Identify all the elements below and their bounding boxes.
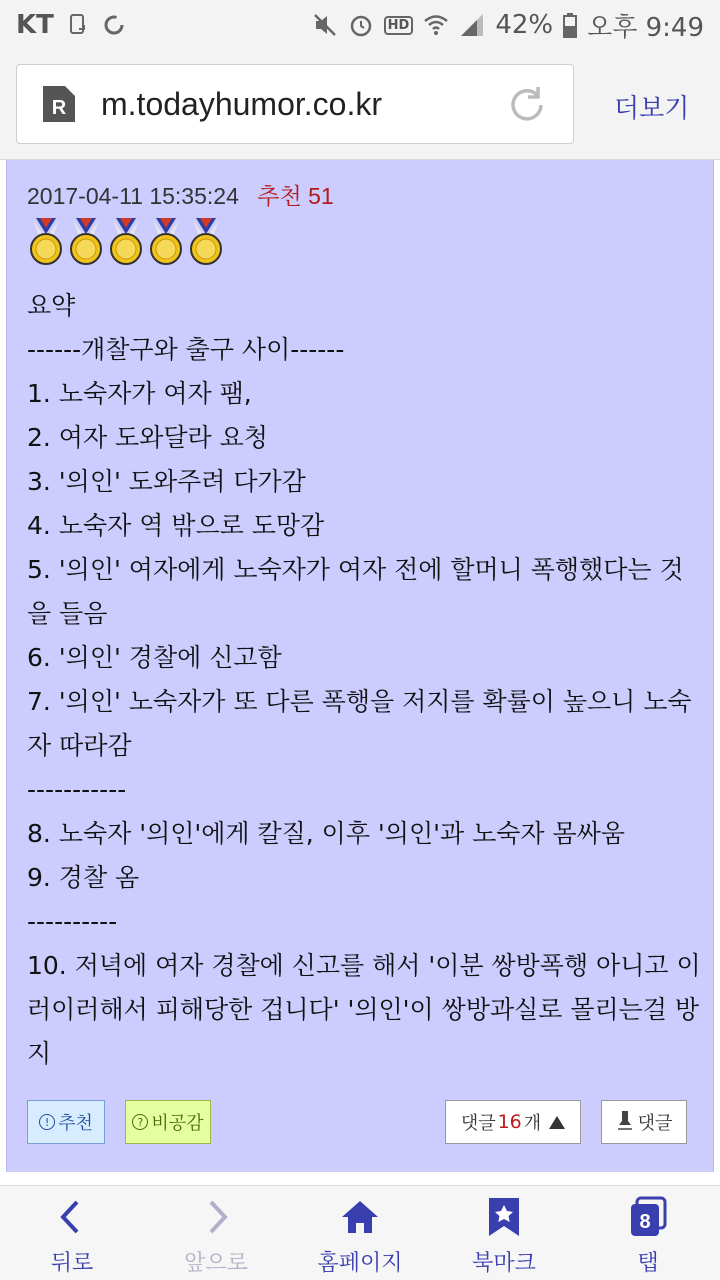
nav-bookmark-label: 북마크 [472,1251,536,1276]
recommend-button[interactable] [27,1100,105,1144]
medal-icon [67,218,105,270]
post-line: ---------- [27,907,118,936]
home-icon [339,1196,381,1238]
battery-icon [563,12,577,38]
recommend-count: 추천 51 [257,183,334,209]
forward-chevron-icon [195,1196,237,1238]
tabs-icon [627,1196,669,1238]
post-line: 10. 저녁에 여자 경찰에 신고를 해서 '이분 쌍방폭행 아니고 이러이러해서 피해당한 겁니다' '의인'이 쌍방과실로 몰리는걸 방지 [27,951,701,1068]
bottom-navigation [0,1185,720,1280]
post-line: 6. '의인' 경찰에 신고함 [27,643,282,672]
post-body [27,284,707,1076]
write-comment-button[interactable] [601,1100,687,1144]
medal-row [27,218,225,270]
post-line: 9. 경찰 옴 [27,863,140,892]
post-line: 7. '의인' 노숙자가 또 다른 폭행을 저지를 확률이 높으니 노숙자 따라감 [27,687,692,760]
comments-count: 16 [497,1111,522,1133]
reload-icon[interactable] [505,83,549,127]
unrecommend-button[interactable] [125,1100,211,1144]
recommend-button-label: 추천 [58,1113,93,1134]
nav-tabs-button[interactable] [576,1186,720,1280]
nav-tabs-label: 탭 [637,1251,659,1276]
comments-toggle-button[interactable] [445,1100,581,1144]
carrier-label: KT [16,10,54,40]
medal-icon [107,218,145,270]
medal-icon [147,218,185,270]
post-card [6,160,714,1172]
medal-icon [27,218,65,270]
unrecommend-circle-icon: ? [132,1114,148,1130]
post-line: 8. 노숙자 '의인'에게 칼질, 이후 '의인'과 노숙자 몸싸움 [27,819,625,848]
post-line: 1. 노숙자가 여자 팸, [27,379,252,408]
unrecommend-button-label: 비공감 [151,1113,204,1134]
battery-percent: 42% [495,10,554,40]
post-line: ------개찰구와 출구 사이------ [27,335,345,364]
post-line: 3. '의인' 도와주려 다가감 [27,467,306,496]
signal-icon [459,12,485,38]
hd-voice-icon: HD [384,16,414,35]
clock: 오후 9:49 [587,12,704,43]
status-bar [0,0,720,50]
nav-forward-label: 앞으로 [184,1251,248,1276]
screenshot-sync-icon [66,13,90,37]
nav-home-label: 홈페이지 [317,1251,403,1276]
post-line: ----------- [27,775,127,804]
medal-icon [187,218,225,270]
tab-count-badge: 8 [639,1211,651,1233]
mute-icon [312,12,338,38]
nav-back-button[interactable] [0,1186,144,1280]
nav-home-button[interactable] [288,1186,432,1280]
post-meta [27,178,334,211]
post-line: 2. 여자 도와달라 요청 [27,423,268,452]
recommend-circle-icon: ! [39,1114,55,1130]
post-actions [27,1100,687,1144]
post-datetime: 2017-04-11 15:35:24 [27,183,239,209]
post-line: 요약 [27,291,76,320]
nav-forward-button[interactable] [144,1186,288,1280]
bookmark-star-icon [483,1196,525,1238]
post-line: 5. '의인' 여자에게 노숙자가 여자 전에 할머니 폭행했다는 것을 들음 [27,555,684,628]
post-line: 4. 노숙자 역 밖으로 도망감 [27,511,325,540]
pen-icon [616,1109,634,1136]
browser-toolbar [0,50,720,160]
nav-back-label: 뒤로 [50,1251,94,1276]
url-text[interactable]: m.todayhumor.co.kr [101,85,382,122]
address-bar[interactable] [16,64,574,144]
nav-bookmark-button[interactable] [432,1186,576,1280]
loading-circle-icon [102,13,126,37]
alarm-icon [348,12,374,38]
caret-up-icon [549,1116,565,1129]
more-menu-button[interactable]: 더보기 [614,94,690,124]
back-chevron-icon [51,1196,93,1238]
write-comment-label: 댓글 [637,1113,673,1134]
page-content [0,160,720,1185]
comments-prefix: 댓글 [460,1113,496,1134]
reader-letter: R [51,97,67,119]
reader-mode-icon[interactable] [41,84,77,124]
wifi-icon [423,12,449,38]
comments-suffix: 개 [523,1113,542,1134]
